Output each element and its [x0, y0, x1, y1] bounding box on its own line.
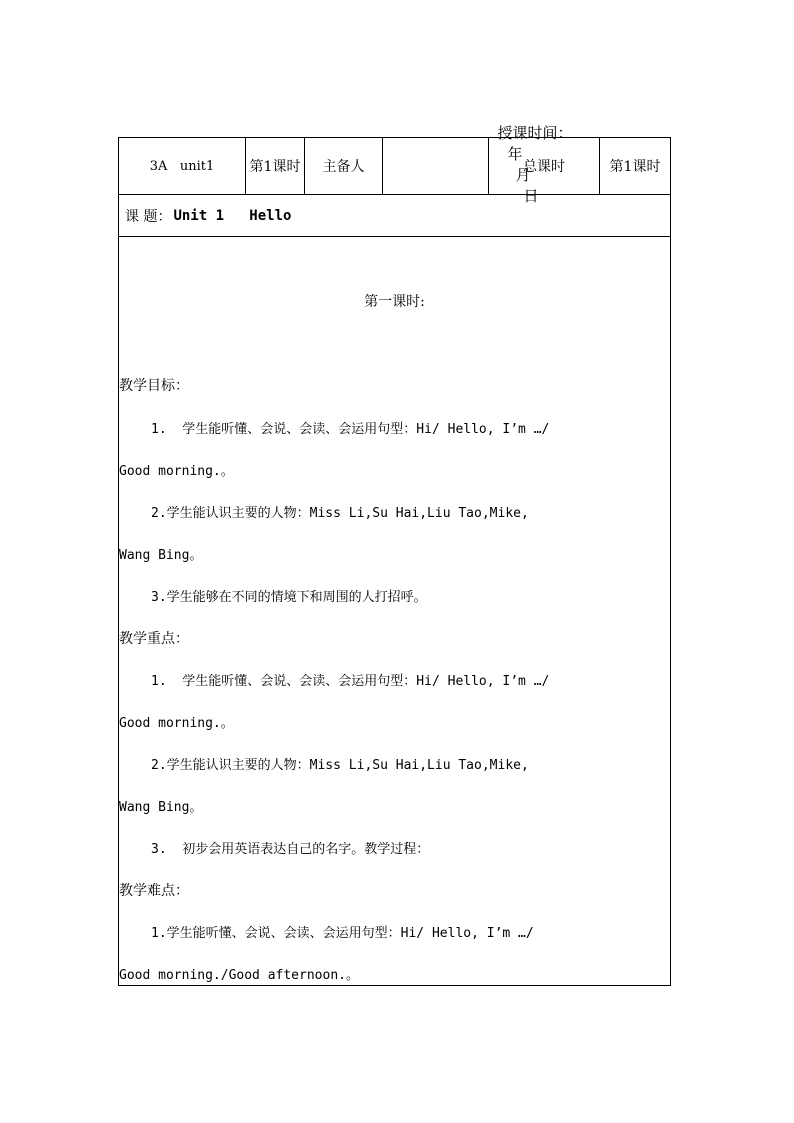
objective-2b: Wang Bing。: [119, 548, 203, 563]
objective-1a: 1. 学生能听懂、会说、会读、会运用句型：Hi/ Hello, I’m …/: [151, 422, 550, 437]
difficulty-1b: Good morning./Good afternoon.。: [119, 968, 359, 983]
total-value-cell: [600, 138, 670, 194]
class-text: 3A unit1: [149, 158, 215, 174]
key-point-2a: 2.学生能认识主要的人物：Miss Li,Su Hai,Liu Tao,Mike,: [151, 758, 529, 773]
topic-value: Unit 1 Hello: [173, 207, 292, 224]
total-label: 总课时: [523, 159, 565, 175]
info-row: [119, 138, 670, 195]
total-label-cell: [489, 138, 600, 194]
topic-row: [119, 195, 670, 237]
key-point-3: 3. 初步会用英语表达自己的名字。教学过程：: [151, 842, 430, 857]
key-point-1b: Good morning.。: [119, 716, 234, 731]
preparer-value-cell: [383, 138, 489, 194]
date-label: 授课时间：: [497, 124, 573, 142]
preparer-label-cell: [305, 138, 383, 194]
key-points-heading: 教学重点：: [119, 631, 189, 647]
preparer-label: 主备人: [322, 159, 365, 175]
difficulties-heading: 教学难点：: [119, 883, 189, 899]
lesson-cell: [246, 138, 305, 194]
class-cell: [119, 138, 246, 194]
content-cell: [119, 237, 670, 985]
objective-1b: Good morning.。: [119, 464, 234, 479]
difficulty-1a: 1.学生能听懂、会说、会读、会运用句型：Hi/ Hello, I’m …/: [151, 926, 534, 941]
key-point-1a: 1. 学生能听懂、会说、会读、会运用句型：Hi/ Hello, I’m …/: [151, 674, 550, 689]
total-value: 第1课时: [609, 159, 661, 175]
objectives-heading: 教学目标：: [119, 378, 189, 394]
date-year: 年: [507, 145, 523, 163]
objective-3: 3.学生能够在不同的情境下和周围的人打招呼。: [151, 590, 427, 605]
section-title: 第一课时:: [364, 294, 425, 310]
lesson-plan-table: [118, 137, 671, 986]
lesson-text: 第1课时: [249, 159, 301, 175]
topic-label: 课 题：: [125, 208, 172, 225]
date-month: 月: [515, 166, 531, 184]
key-point-2b: Wang Bing。: [119, 800, 203, 815]
objective-2a: 2.学生能认识主要的人物：Miss Li,Su Hai,Liu Tao,Mike,: [151, 506, 529, 521]
date-day: 日: [523, 187, 539, 205]
